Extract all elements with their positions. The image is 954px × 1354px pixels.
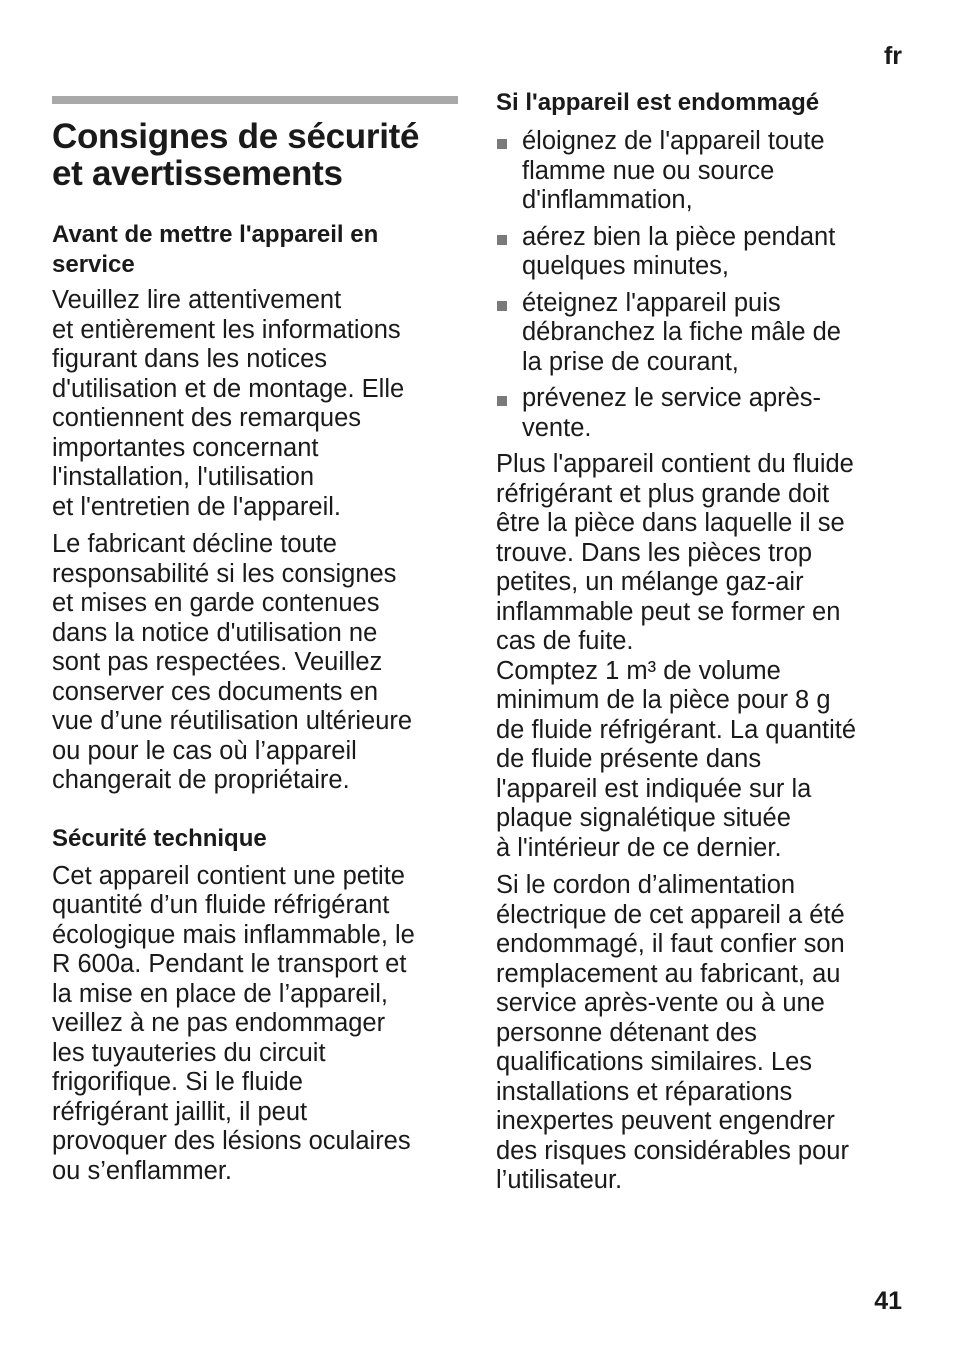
page-title: Consignes de sécurité et avertissements [52, 117, 420, 193]
list-item [496, 289, 906, 378]
paragraph-read-instructions: Veuillez lire attentivement et entièrement les informations figurant dans les notices d'utilisation et de montage. Elle contiennent des remarques importantes concernant l'installation, l'utilisation et l'entretien de l'appareil. [52, 286, 405, 521]
damaged-appliance-list [496, 127, 906, 443]
page-number: 41 [874, 1287, 902, 1315]
list-item-text: éloignez de l'appareil toute flamme nue ou source d'inflammation, [522, 127, 825, 214]
section-heading-damaged-appliance: Si l'appareil est endommagé [496, 89, 820, 116]
paragraph-room-size: Plus l'appareil contient du fluide réfrigérant et plus grande doit être la pièce dans laquelle il se trouve. Dans les pièces trop petites, un mélange gaz-air inflammable peut se former en cas de fuite. Comptez 1 m³ de volume minimum de la pièce pour 8 g de fluide réfrigérant. La quantité de fluide présente dans l'appareil est indiquée sur la plaque signalétique située à l'intérieur de ce dernier. [496, 450, 857, 862]
paragraph-power-cord: Si le cordon d’alimentation électrique de cet appareil a été endommagé, il faut confier son remplacement au fabricant, au service après-vente ou à une personne détenant des qualifications similaires. Les installations et réparations inexpertes peuvent engendrer des risques considérables pour l’utilisateur. [496, 871, 849, 1194]
right-column [496, 88, 906, 1196]
list-item-text: prévenez le service après- vente. [522, 384, 822, 442]
paragraph-refrigerant: Cet appareil contient une petite quantité d’un fluide réfrigérant écologique mais inflammable, le R 600a. Pendant le transport et la mise en place de l’appareil, veillez à ne pas endommager les tuyauteries du circuit frigorifique. Si le fluide réfrigérant jaillit, il peut provoquer des lésions oculaires ou s’enflammer. [52, 861, 415, 1185]
language-code: fr [883, 42, 902, 70]
section-rule [52, 96, 458, 104]
bullet-square-icon [497, 301, 507, 311]
bullet-square-icon [497, 139, 507, 149]
list-item [496, 127, 906, 216]
list-item-text: aérez bien la pièce pendant quelques minutes, [522, 222, 836, 280]
bullet-square-icon [497, 396, 507, 406]
bullet-square-icon [497, 235, 507, 245]
list-item [496, 384, 906, 443]
paragraph-manufacturer-liability: Le fabricant décline toute responsabilité si les consignes et mises en garde contenues dans la notice d'utilisation ne sont pas respectées. Veuillez conserver ces documents en vue d’une réutilisation ultérieure ou pour le cas où l’appareil changerait de propriétaire. [52, 530, 413, 794]
list-item [496, 223, 906, 282]
list-item-text: éteignez l'appareil puis débranchez la fiche mâle de la prise de courant, [522, 288, 841, 376]
section-heading-technical-safety: Sécurité technique [52, 824, 267, 852]
section-heading-before-use: Avant de mettre l'appareil en service [52, 221, 379, 278]
left-column [52, 96, 458, 1186]
